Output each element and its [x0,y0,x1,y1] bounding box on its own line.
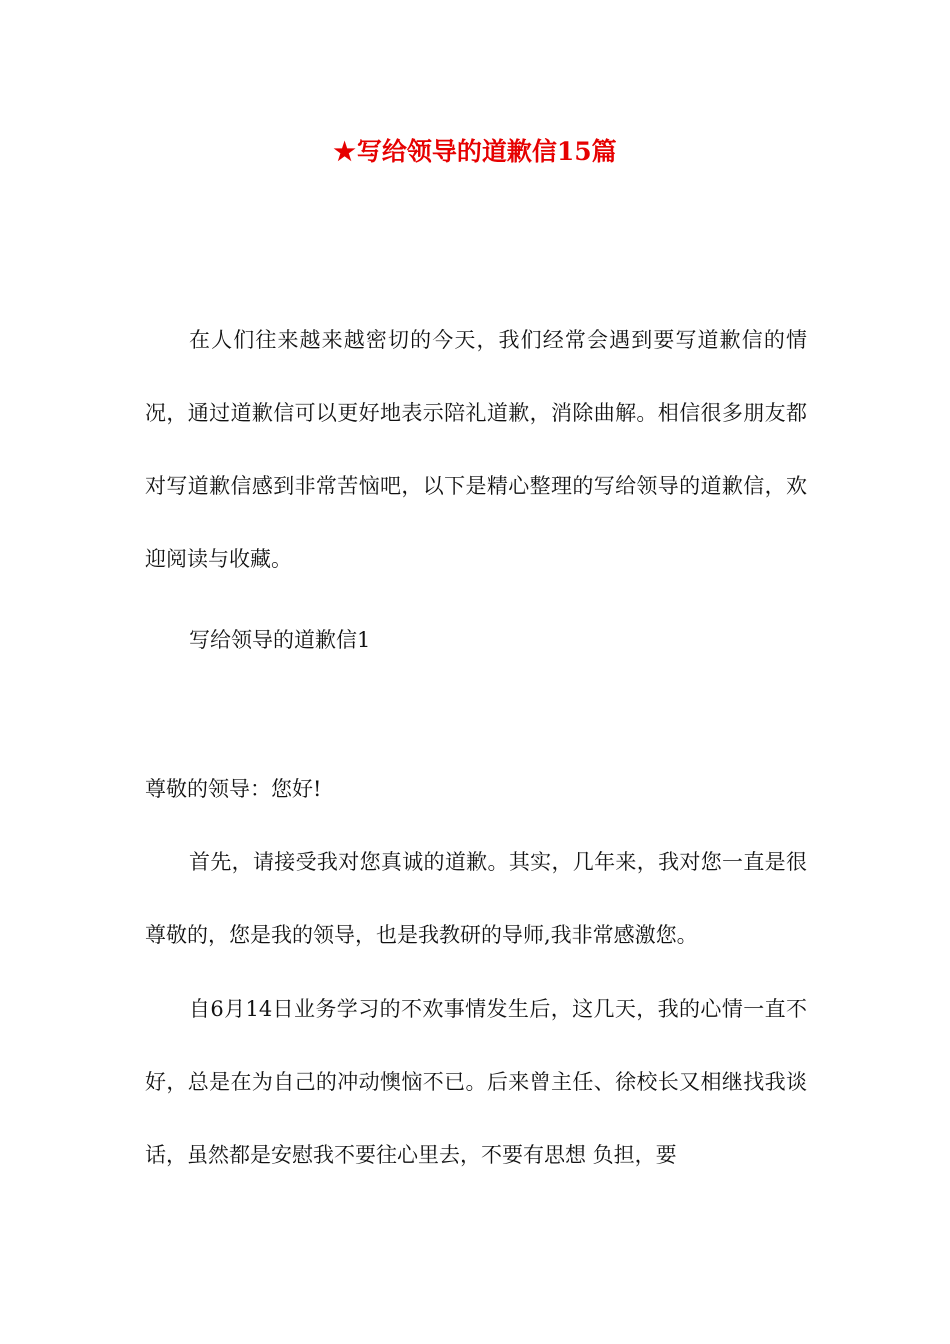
document-title [0,132,950,172]
star-icon: ★ [333,137,356,166]
section-heading: 写给领导的道歉信1 [189,628,371,652]
body-paragraph-1: 首先，请接受我对您真诚的道歉。其实，几年来，我对您一直是很尊敬的，您是我的领导，也是我教研的导师,我非常感激您。 [145,850,807,947]
salutation: 尊敬的领导：您好! [145,777,322,801]
intro-paragraph: 在人们往来越来越密切的今天，我们经常会遇到要写道歉信的情况，通过道歉信可以更好地表示陪礼道歉，消除曲解。相信很多朋友都对写道歉信感到非常苦恼吧，以下是精心整理的写给领导的道歉信，欢迎阅读与收藏。 [145,328,807,571]
body-paragraph-2: 自6月14日业务学习的不欢事情发生后，这几天，我的心情一直不好，总是在为自己的冲动懊恼不已。后来曾主任、徐校长又相继找我谈话，虽然都是安慰我不要往心里去，不要有思想 负担，要 [145,997,807,1167]
document-title-text: 写给领导的道歉信15篇 [356,137,617,166]
